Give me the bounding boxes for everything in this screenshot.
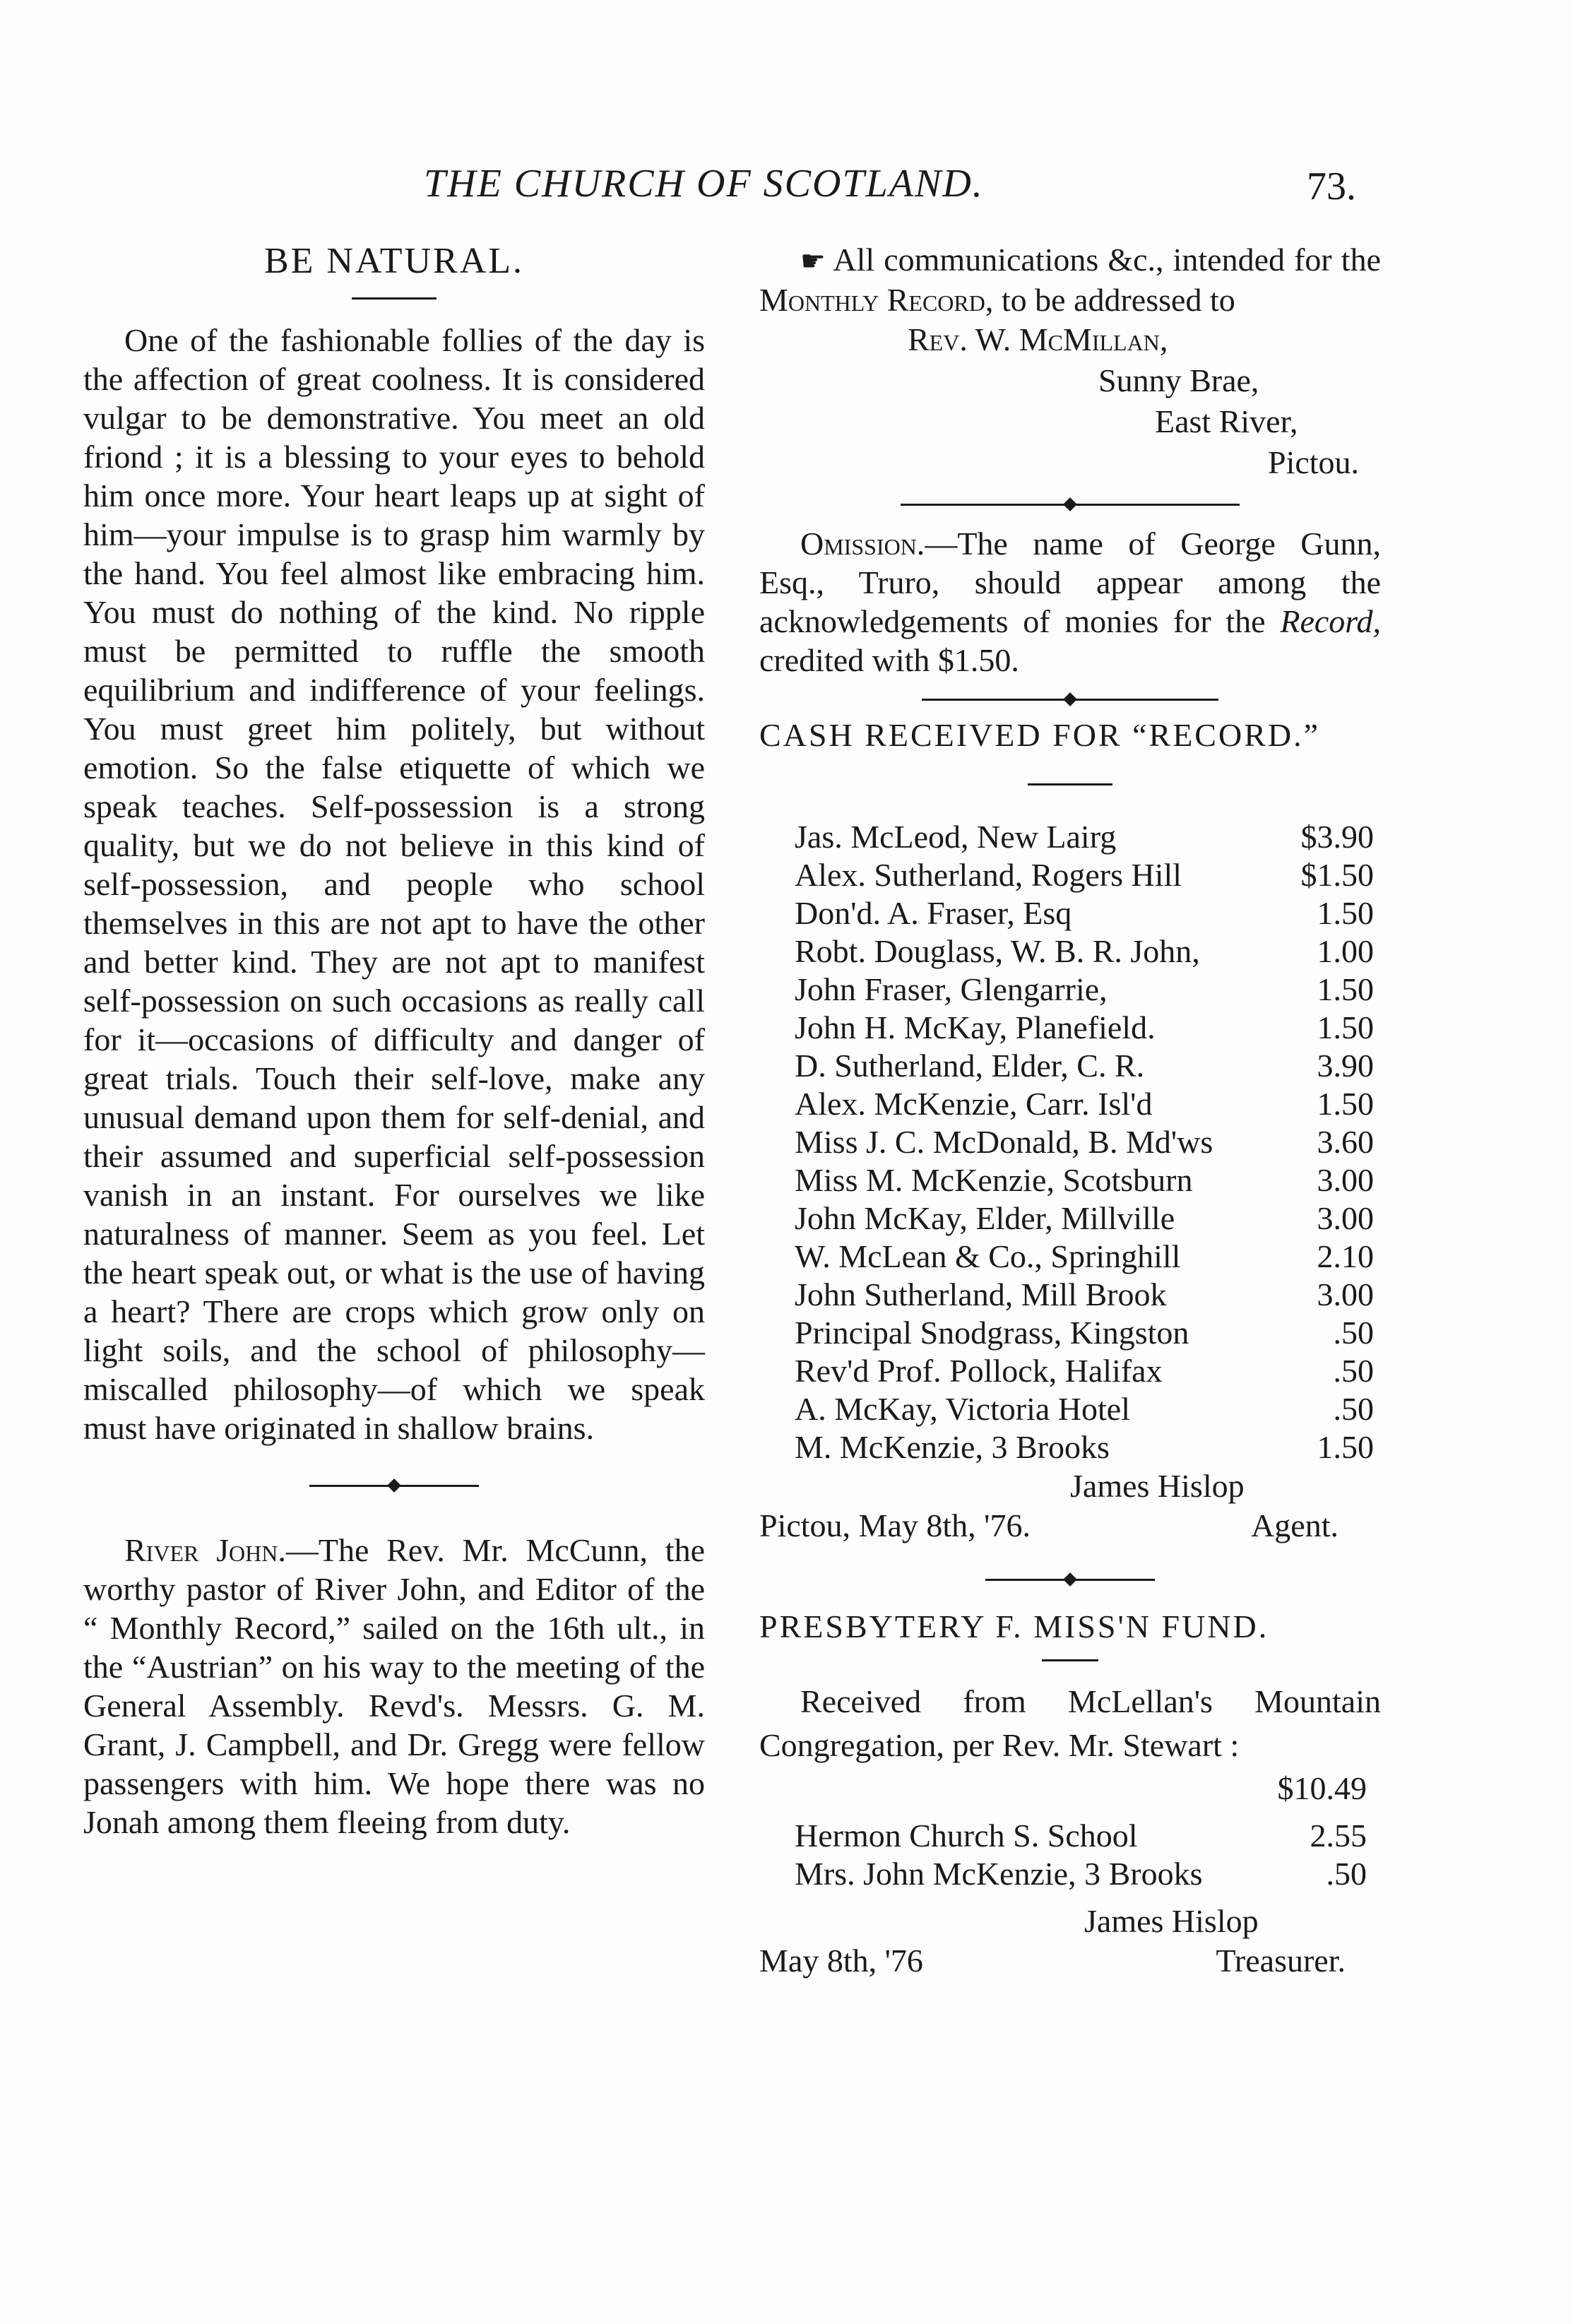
entry-name: Rev'd Prof. Pollock, Halifax (795, 1353, 1163, 1389)
ledger-entry (795, 1390, 1374, 1428)
omission-text-a: —The name of George Gunn, Esq., Truro, should appear among the acknowledgements of monies for the (759, 526, 1381, 639)
page-number: 73. (1307, 165, 1356, 208)
entry-amount: 3.00 (1317, 1162, 1374, 1198)
presbytery-signer: James Hislop (1084, 1903, 1259, 1939)
address-line-2: East River, (1155, 403, 1298, 439)
ledger-entry (795, 1199, 1374, 1238)
ledger-entry (795, 1047, 1374, 1085)
record-italic: Record, (1280, 603, 1381, 639)
ledger-entry (795, 818, 1374, 856)
address-name: Rev. W. McMillan, (908, 321, 1168, 357)
presbytery-role: Treasurer. (1216, 1943, 1346, 1979)
presbytery-received: Received from McLellan's Mountain Congregation, per Rev. Mr. Stewart : (759, 1683, 1381, 1763)
section-divider (985, 1572, 1155, 1587)
entry-name: M. McKenzie, 3 Brooks (795, 1429, 1110, 1465)
ledger-entry (795, 971, 1374, 1009)
entry-amount: 1.50 (1317, 1429, 1374, 1465)
entry-name: Robt. Douglass, W. B. R. John, (795, 933, 1200, 969)
presbytery-heading: PRESBYTERY F. MISS'N FUND. (759, 1608, 1269, 1644)
entry-name: Jas. McLeod, New Lairg (795, 819, 1117, 855)
ledger-entry (795, 1314, 1374, 1352)
omission-lead: Omission. (800, 526, 925, 562)
ledger-entry (795, 1855, 1367, 1893)
entry-name: Don'd. A. Fraser, Esq (795, 895, 1072, 931)
omission-notice (759, 524, 1381, 680)
ledger-entry (795, 1085, 1374, 1123)
right-column (759, 233, 1381, 1981)
cash-ledger (759, 818, 1381, 1466)
be-natural-heading: BE NATURAL. (263, 241, 525, 281)
presbytery-date: May 8th, '76 (759, 1943, 923, 1979)
river-john-article (83, 1531, 705, 1842)
entry-name: Principal Snodgrass, Kingston (795, 1315, 1189, 1351)
communications-notice (759, 240, 1381, 319)
ledger-entry (795, 932, 1374, 971)
entry-amount: 1.50 (1317, 895, 1374, 931)
communications-text-a: All communications &c., intended for the (825, 242, 1381, 278)
entry-name: John Sutherland, Mill Brook (795, 1276, 1167, 1312)
cash-role: Agent. (1251, 1507, 1338, 1543)
entry-amount: .50 (1333, 1353, 1374, 1389)
entry-amount: 2.55 (1310, 1818, 1367, 1854)
entry-name: John McKay, Elder, Millville (795, 1200, 1175, 1236)
ledger-entry (795, 1238, 1374, 1276)
heading-rule (1042, 1659, 1098, 1661)
entry-amount: 3.00 (1317, 1276, 1374, 1312)
address-line-1: Sunny Brae, (1098, 362, 1259, 398)
entry-name: Alex. Sutherland, Rogers Hill (795, 857, 1182, 893)
entry-amount: 3.60 (1317, 1124, 1374, 1160)
presbytery-received-amount: $10.49 (1277, 1770, 1367, 1806)
ledger-entry (795, 1276, 1374, 1314)
ledger-entry (795, 1123, 1374, 1161)
cash-place-date: Pictou, May 8th, '76. (759, 1507, 1031, 1543)
entry-amount: .50 (1333, 1315, 1374, 1351)
entry-amount: $1.50 (1300, 857, 1374, 893)
ledger-entry (795, 1817, 1367, 1855)
entry-name: John Fraser, Glengarrie, (795, 971, 1108, 1007)
ledger-entry (795, 1352, 1374, 1390)
section-divider (901, 497, 1240, 511)
address-line-3: Pictou. (1268, 444, 1360, 480)
entry-name: W. McLean & Co., Springhill (795, 1238, 1181, 1274)
entry-name: Miss J. C. McDonald, B. Md'ws (795, 1124, 1213, 1160)
entry-amount: .50 (1326, 1856, 1367, 1892)
entry-amount: 2.10 (1317, 1238, 1374, 1274)
entry-name: Mrs. John McKenzie, 3 Brooks (795, 1856, 1203, 1892)
entry-name: D. Sutherland, Elder, C. R. (795, 1048, 1145, 1084)
monthly-record-name: Monthly Record, (759, 282, 994, 318)
entry-name: John H. McKay, Planefield. (795, 1009, 1156, 1045)
ledger-entry (795, 1428, 1374, 1466)
section-divider (922, 692, 1218, 706)
cash-signer: James Hislop (1070, 1468, 1245, 1504)
omission-text-b: credited with $1.50. (759, 642, 1019, 678)
entry-amount: 3.00 (1317, 1200, 1374, 1236)
entry-amount: 1.50 (1317, 1009, 1374, 1045)
presbytery-sign-off (759, 1941, 1381, 1981)
river-john-body: —The Rev. Mr. McCunn, the worthy pastor of River John, and Editor of the “ Monthly Record,” sailed on the 16th ult., in the “Austrian” on his way to the meeting of the General Assembly. Revd's. Messrs. G. M. Grant, J. Campbell, and Dr. Gregg were fellow passengers with him. We hope there was no Jonah among them fleeing from duty. (83, 1532, 705, 1840)
section-divider (309, 1478, 479, 1493)
heading-rule (1028, 783, 1112, 785)
be-natural-article: One of the fashionable follies of the day is the affection of great coolness. It is considered vulgar to be demonstrative. You meet an old friond ; it is a blessing to your eyes to behold him once more. Your heart leaps up at sight of him—your impulse is to grasp him warmly by the hand. You feel almost like embracing him. You must do nothing of the kind. No ripple must be permitted to ruffle the smooth equilibrium and indifference of your feelings. You must greet him politely, but without emotion. So the false etiquette of which we speak teaches. Self-possession is a strong quality, but we do not believe in this kind of self-possession, and people who school themselves in this are not apt to have the other and better kind. They are not apt to manifest self-possession on such occasions as really call for it—occasions of difficulty and danger of great trials. Touch their self-love, make any unusual demand upon them for self-denial, and their assumed and superficial self-possession vanish in an instant. For ourselves we like naturalness of manner. Seem as you feel. Let the heart speak out, or what is the use of having a heart? There are crops which grow only on light soils, and the school of philosophy—miscalled philosophy—of which we speak must have originated in shallow brains. (83, 322, 705, 1446)
entry-name: A. McKay, Victoria Hotel (795, 1391, 1131, 1427)
entry-name: Alex. McKenzie, Carr. Isl'd (795, 1086, 1153, 1122)
heading-rule (352, 297, 437, 300)
ledger-entry (795, 1009, 1374, 1047)
river-john-lead: River John. (124, 1532, 286, 1568)
entry-name: Hermon Church S. School (795, 1818, 1138, 1854)
entry-amount: 1.50 (1317, 1086, 1374, 1122)
entry-amount: .50 (1333, 1391, 1374, 1427)
ledger-entry (795, 856, 1374, 894)
entry-amount: 3.90 (1317, 1048, 1374, 1084)
cash-sign-off (759, 1506, 1381, 1546)
pointing-hand-icon: ☛ (800, 245, 826, 277)
entry-name: Miss M. McKenzie, Scotsburn (795, 1162, 1193, 1198)
communications-text-b: to be addressed to (993, 282, 1235, 318)
ledger-entry (795, 1161, 1374, 1199)
left-column (83, 233, 705, 1842)
running-title: THE CHURCH OF SCOTLAND. (424, 162, 984, 206)
ledger-entry (795, 894, 1374, 932)
entry-amount: 1.50 (1317, 971, 1374, 1007)
entry-amount: 1.00 (1317, 933, 1374, 969)
entry-amount: $3.90 (1300, 819, 1374, 855)
presbytery-ledger (759, 1817, 1381, 1893)
cash-received-heading: CASH RECEIVED FOR “RECORD.” (759, 717, 1321, 753)
